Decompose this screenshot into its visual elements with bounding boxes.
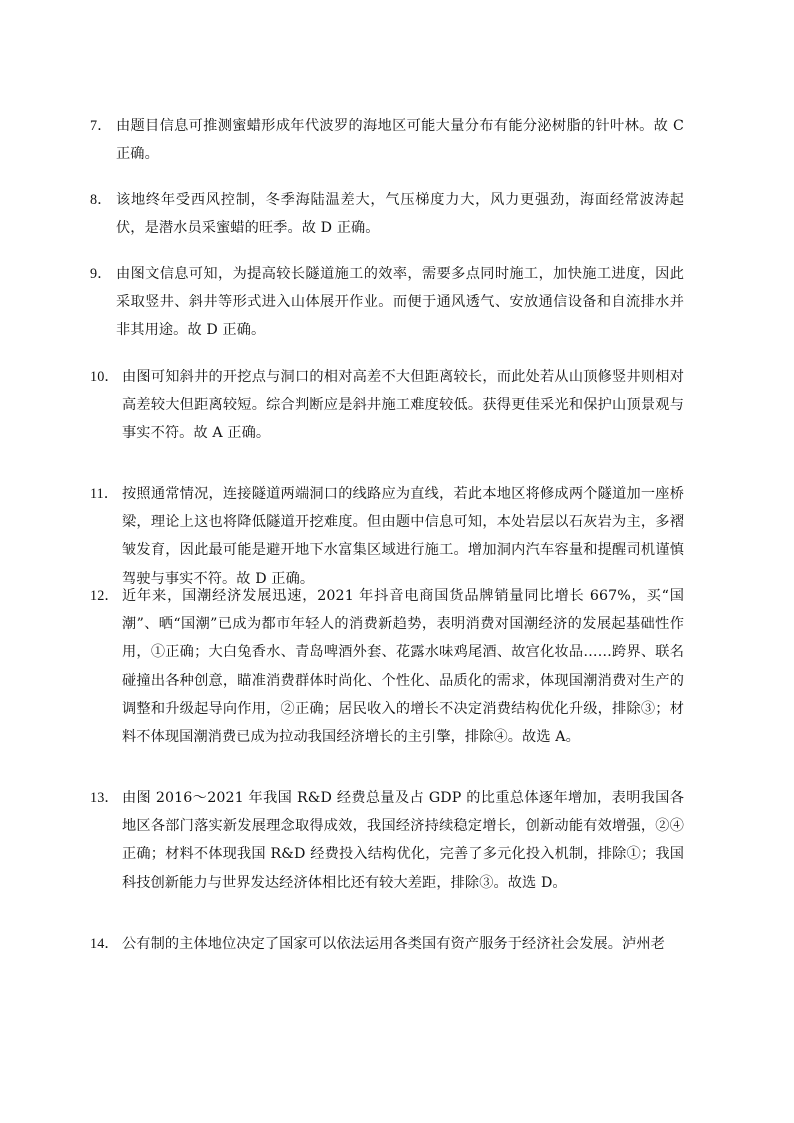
answer-text: 公有制的主体地位决定了国家可以依法运用各类国有资产服务于经济社会发展。泸州老 [122,936,665,952]
answer-number: 9． [90,266,112,282]
answer-text: 由图文信息可知，为提高较长隧道施工的效率，需要多点同时施工，加快施工进度，因此采取竖井、斜井等形式进入山体展开作业。而便于通风透气、安放通信设备和自流排水并非其用途。故 D 正确。 [116,266,684,339]
answer-number: 14． [90,936,119,952]
answer-number: 11． [90,486,119,502]
answer-item-11 [90,480,684,593]
answer-text: 该地终年受西风控制，冬季海陆温差大，气压梯度力大，风力更强劲，海面经常波涛起伏，是潜水员采蜜蜡的旺季。故 D 正确。 [116,192,684,237]
answer-number: 8． [90,192,112,208]
answer-text: 按照通常情况，连接隧道两端洞口的线路应为直线，若此本地区将修成两个隧道加一座桥梁，理论上这也将降低隧道开挖难度。但由题中信息可知，本处岩层以石灰岩为主，多褶皱发育，因此最可能是避开地下水富集区域进行施工。增加洞内汽车容量和提醒司机谨慎驾驶与事实不符。故 D 正确。 [122,486,684,587]
answer-item-14 [90,930,684,958]
answer-item-9 [90,260,684,345]
answer-text: 近年来，国潮经济发展迅速，2021 年抖音电商国货品牌销量同比增长 667%，买“国潮”、晒“国潮”已成为都市年轻人的消费新趋势，表明消费对国潮经济的发展起基础性作用，①正确；大白兔香水、青岛啤酒外套、花露水味鸡尾酒、故宫化妆品……跨界、联名碰撞出各种创意，瞄准消费群体时尚化、个性化、品质化的需求，体现国潮消费对生产的调整和升级起导向作用，②正确；居民收入的增长不决定消费结构优化升级，排除③；材料不体现国潮消费已成为拉动我国经济增长的主引擎，排除④。故选 A。 [122,588,684,746]
answer-number: 12． [90,588,119,604]
answer-item-10 [90,363,684,448]
answer-item-12 [90,582,684,751]
answer-item-13 [90,784,684,897]
answer-item-8 [90,186,684,242]
answer-number: 7． [90,118,112,134]
answer-number: 10． [90,369,119,385]
answer-item-7 [90,112,684,168]
answer-text: 由图 2016～2021 年我国 R&D 经费总量及占 GDP 的比重总体逐年增加，表明我国各地区各部门落实新发展理念取得成效，我国经济持续稳定增长，创新动能有效增强，②④正确；材料不体现我国 R&D 经费投入结构优化，完善了多元化投入机制，排除①；我国科技创新能力与世界发达经济体相比还有较大差距，排除③。故选 D。 [122,790,684,891]
answer-number: 13． [90,790,119,806]
answer-text: 由图可知斜井的开挖点与洞口的相对高差不大但距离较长，而此处若从山顶修竖井则相对高差较大但距离较短。综合判断应是斜井施工难度较低。获得更佳采光和保护山顶景观与事实不符。故 A 正确。 [122,369,684,442]
answer-text: 由题目信息可推测蜜蜡形成年代波罗的海地区可能大量分布有能分泌树脂的针叶林。故 C 正确。 [116,118,684,163]
